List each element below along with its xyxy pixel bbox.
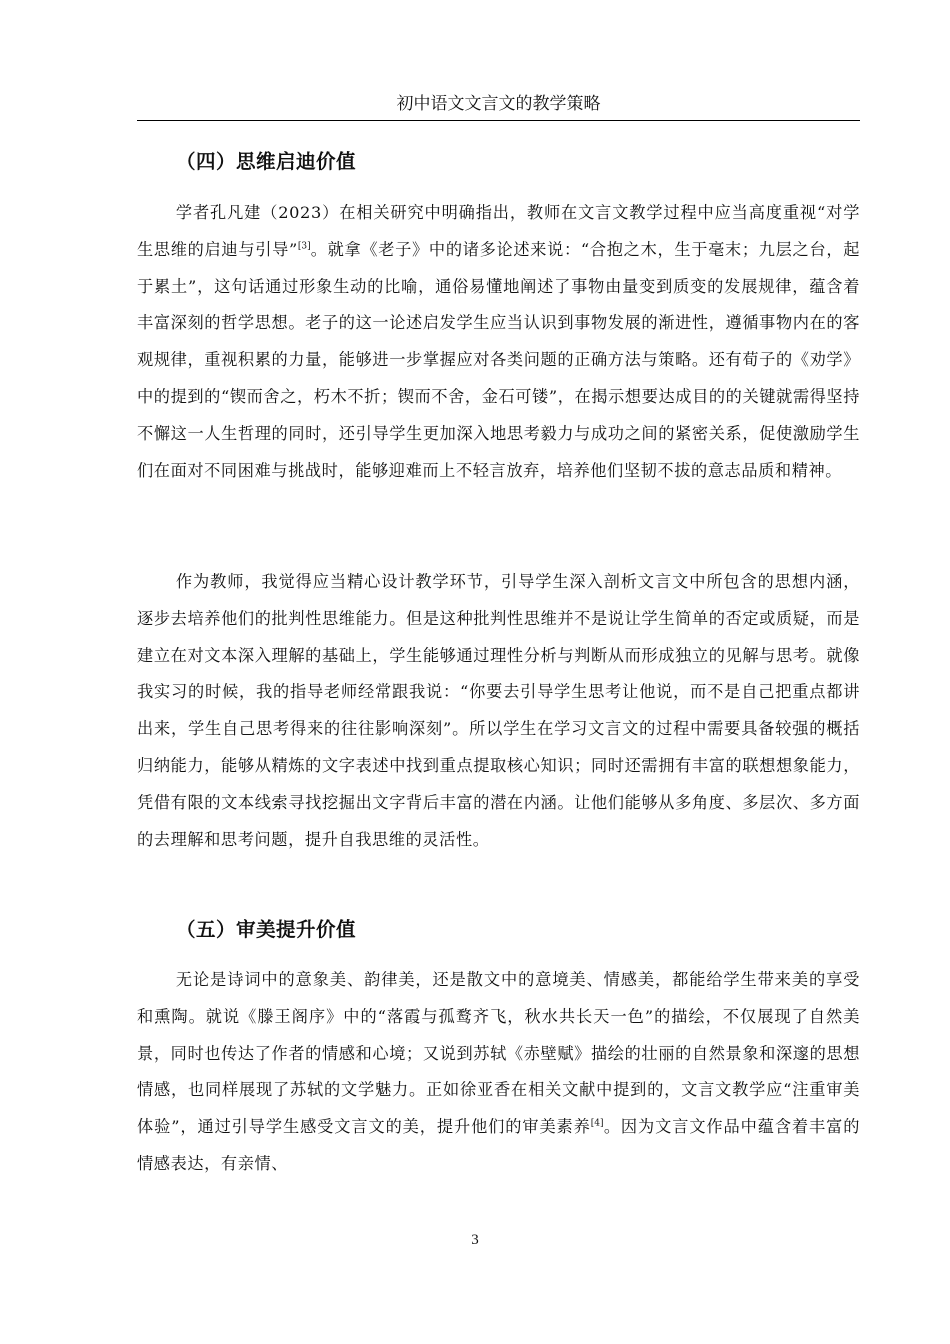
paragraph-text: 无论是诗词中的意象美、韵律美，还是散文中的意境美、情感美，都能给学生带来美的享受和熏陶。就说《滕王阁序》中的“落霞与孤鹜齐飞，秋水共长天一色”的描绘，不仅展现了自然美景，同时也传达了作者的情感和心境；又说到苏轼《赤壁赋》描绘的壮丽的自然景象和深邃的思想情感，也同样展现了苏轼的文学魅力。正如徐亚香在相关文献中提到的，文言文教学应“注重审美体验”，通过引导学生感受文言文的美，提升他们的审美素养	[137, 970, 860, 1137]
running-header-title: 初中语文文言文的教学策略	[396, 94, 601, 114]
paragraph-thinking-1	[137, 195, 860, 489]
paragraph-thinking-2: 作为教师，我觉得应当精心设计教学环节，引导学生深入剖析文言文中所包含的思想内涵，逐步去培养他们的批判性思维能力。但是这种批判性思维并不是说让学生简单的否定或质疑，而是建立在对文本深入理解的基础上，学生能够通过理性分析与判断从而形成独立的见解与思考。就像我实习的时候，我的指导老师经常跟我说：“你要去引导学生思考让他说，而不是自己把重点都讲出来，学生自己思考得来的往往影响深刻”。所以学生在学习文言文的过程中需要具备较强的概括归纳能力，能够从精炼的文字表述中找到重点提取核心知识；同时还需拥有丰富的联想想象能力，凭借有限的文本线索寻找挖掘出文字背后丰富的潜在内涵。让他们能够从多角度、多层次、多方面的去理解和思考问题，提升自我思维的灵活性。	[137, 572, 860, 849]
citation-ref-4: [4]	[590, 1118, 604, 1129]
paragraph-text: 。因为文言文作品中蕴含着丰富的情感表达，有亲情、	[137, 1117, 860, 1173]
section-heading-thinking: （四）思维启迪价值	[176, 150, 357, 173]
citation-ref-3: [3]	[297, 241, 311, 252]
header-divider	[137, 120, 860, 121]
paragraph-text: 学者孔凡建（2023）在相关研究中明确指出，教师在文言文教学过程中应当高度重视“对学生思维的启迪与引导”	[137, 203, 860, 259]
paragraph-aesthetics-1	[137, 962, 860, 1183]
paragraph-text: 。就拿《老子》中的诸多论述来说：“合抱之木，生于毫末；九层之台，起于累土”，这句话通过形象生动的比喻，通俗易懂地阐述了事物由量变到质变的发展规律，蕴含着丰富深刻的哲学思想。老子的这一论述启发学生应当认识到事物发展的渐进性，遵循事物内在的客观规律，重视积累的力量，能够进一步掌握应对各类问题的正确方法与策略。还有荀子的《劝学》中的提到的“锲而舍之，朽木不折；锲而不舍，金石可镂”，在揭示想要达成目的的关键就需得坚持不懈这一人生哲理的同时，还引导学生更加深入地思考毅力与成功之间的紧密关系，促使激励学生们在面对不同困难与挑战时，能够迎难而上不轻言放弃，培养他们坚韧不拔的意志品质和精神。	[137, 239, 861, 480]
page-number: 3	[471, 1232, 479, 1248]
section-heading-aesthetics: （五）审美提升价值	[176, 918, 357, 941]
